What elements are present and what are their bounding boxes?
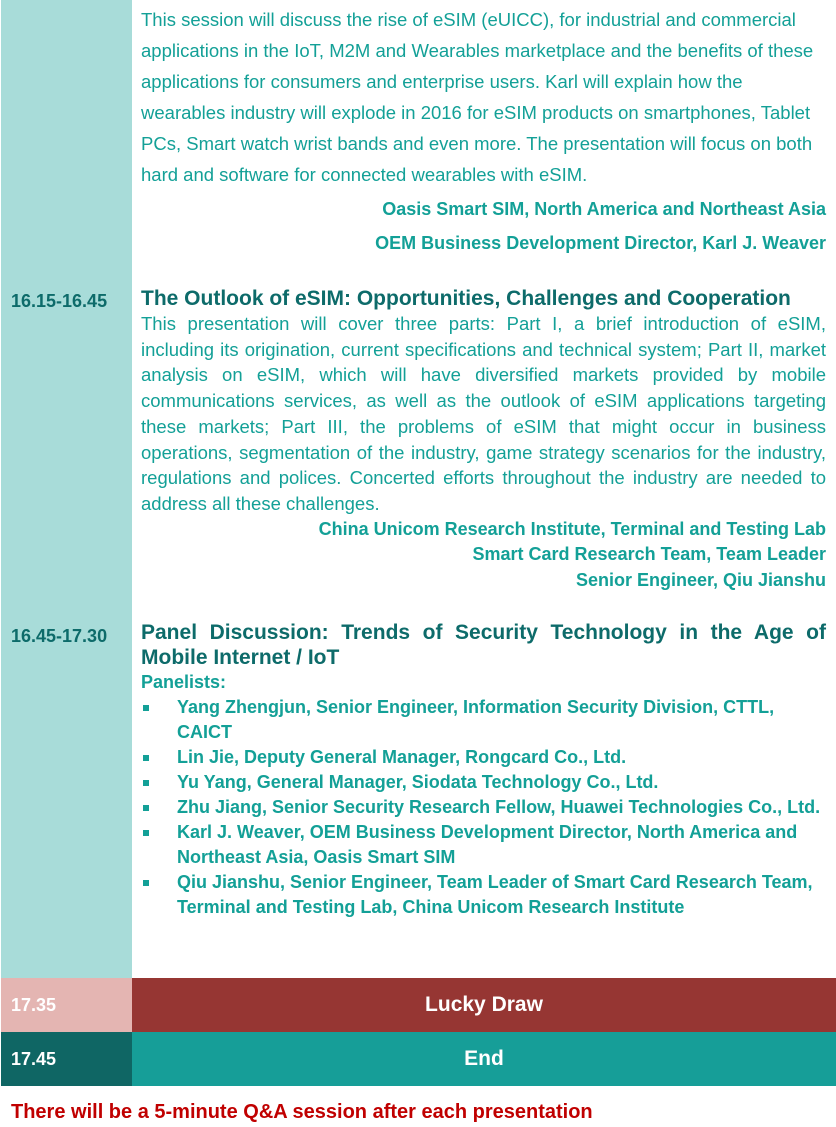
speaker-credits [141, 192, 826, 260]
session-time: 16.45-17.30 [11, 626, 108, 646]
speaker-line: Senior Engineer, Qiu Jianshu [575, 570, 826, 591]
session-time: 16.15-16.45 [11, 291, 108, 311]
lucky-draw-time: 17.35 [1, 978, 132, 1032]
speaker-line: China Unicom Research Institute, Terminal and Testing Lab [318, 518, 826, 539]
square-bullet-icon [143, 805, 149, 811]
panelists-label: Panelists: [141, 672, 227, 692]
panelist-item: Zhu Jiang, Senior Security Research Fellow, Huawei Technologies Co., Ltd. [141, 795, 826, 820]
time-column [1, 0, 132, 978]
square-bullet-icon [143, 830, 149, 836]
end-row [1, 1032, 836, 1086]
session-title: Panel Discussion: Trends of Security Technology in the Age of Mobile Internet / IoT [141, 621, 826, 669]
panelist-item: Yang Zhengjun, Senior Engineer, Information Security Division, CTTL, CAICT [141, 695, 826, 745]
square-bullet-icon [143, 880, 149, 886]
square-bullet-icon [143, 780, 149, 786]
lucky-draw-row [1, 978, 836, 1032]
lucky-draw-label: Lucky Draw [132, 978, 836, 1032]
session-description: This presentation will cover three parts: Part I, a brief introduction of eSIM, including its origination, current specifications and technical system; Part II, market analysis on eSIM, which will have diversified markets provided by mobile communications services, as well as the outlook of eSIM applications targeting these markets; Part III, the problems of eSIM that might occur in business operations, segmentation of the industry, game strategy scenarios for the industry, regulations and polices. Concerted efforts throughout the industry are needed to address all these challenges. [141, 313, 826, 514]
panelist-item: Karl J. Weaver, OEM Business Development Director, North America and Northeast Asia, Oasis Smart SIM [141, 820, 826, 870]
square-bullet-icon [143, 755, 149, 761]
panelist-item: Qiu Jianshu, Senior Engineer, Team Leader of Smart Card Research Team, Terminal and Testing Lab, China Unicom Research Institute [141, 870, 826, 920]
session-title: The Outlook of eSIM: Opportunities, Challenges and Cooperation [141, 287, 791, 310]
session-description: This session will discuss the rise of eSIM (eUICC), for industrial and commercial applications in the IoT, M2M and Wearables marketplace and the benefits of these applications for consumers and enterprise users. Karl will explain how the wearables industry will explode in 2016 for eSIM products on smartphones, Tablet PCs, Smart watch wrist bands and even more. The presentation will focus on both hard and software for connected wearables with eSIM. [141, 9, 814, 185]
panelist-item: Yu Yang, General Manager, Siodata Technology Co., Ltd. [141, 770, 826, 795]
square-bullet-icon [143, 705, 149, 711]
session-esim-wearables [141, 4, 826, 260]
speaker-line: OEM Business Development Director, Karl J. Weaver [375, 233, 826, 253]
speaker-line: Oasis Smart SIM, North America and Northeast Asia [382, 199, 826, 219]
end-label: End [132, 1032, 836, 1086]
session-outlook [141, 286, 826, 594]
speaker-line: Smart Card Research Team, Team Leader [472, 544, 826, 565]
session-panel [141, 620, 826, 920]
panelist-item: Lin Jie, Deputy General Manager, Rongcard Co., Ltd. [141, 745, 826, 770]
footer-note: There will be a 5-minute Q&A session after each presentation [11, 1101, 593, 1123]
panelist-list [141, 695, 826, 920]
speaker-credits [141, 517, 826, 594]
end-time: 17.45 [1, 1032, 132, 1086]
